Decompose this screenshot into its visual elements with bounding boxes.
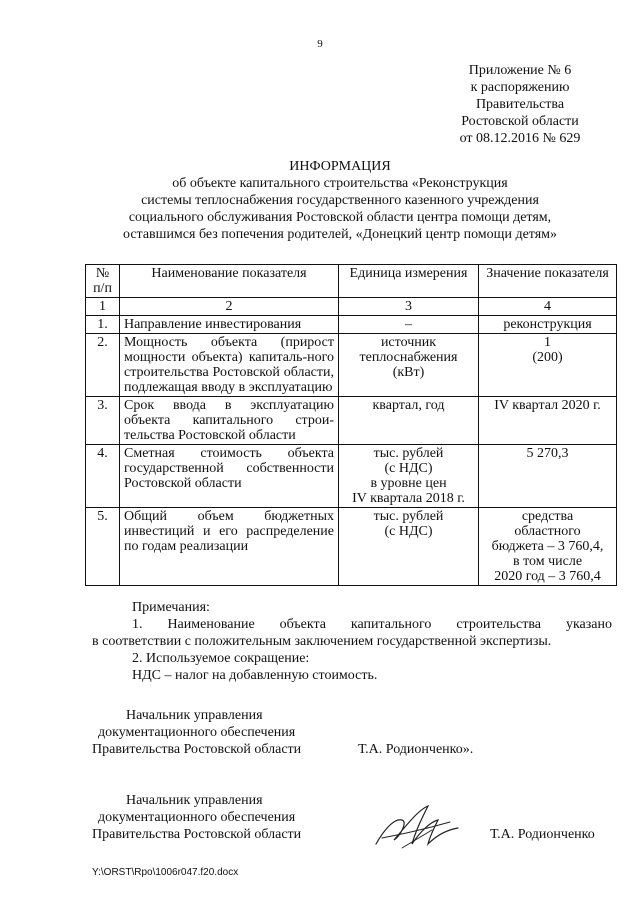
row-number: 3. (86, 397, 120, 445)
appendix-line: Правительства (475, 97, 565, 112)
indicator-value: IV квартал 2020 г. (479, 397, 617, 445)
page-number: 9 (317, 38, 323, 50)
indicator-value: реконструкция (479, 316, 617, 334)
notes-heading: Примечания: (132, 600, 210, 615)
header-unit: Единица измерения (339, 265, 479, 298)
table-row (86, 334, 617, 397)
signature-block-1 (92, 707, 632, 758)
table-row (86, 445, 617, 508)
title-line: об объекте капитального строительства «Реконструкция (172, 176, 508, 191)
table-row (86, 316, 617, 334)
signer-title: Начальник управления (126, 708, 263, 723)
column-number: 4 (479, 298, 617, 316)
row-number: 4. (86, 445, 120, 508)
signer-name: Т.А. Родионченко (490, 827, 595, 842)
abbreviation: НДС – налог на добавленную стоимость. (132, 668, 378, 683)
appendix-line: от 08.12.2016 № 629 (459, 131, 581, 146)
file-path: Y:\ORST\Rpo\1006r047.f20.docx (92, 867, 239, 878)
signer-title: документационного обеспечения (98, 725, 296, 740)
appendix-reference (430, 62, 610, 147)
unit-of-measure: источник теплоснабжения (кВт) (339, 334, 479, 397)
unit-of-measure: тыс. рублей (с НДС) (339, 508, 479, 586)
indicator-value: 1 (200) (479, 334, 617, 397)
info-table (85, 264, 617, 586)
header-num: № п/п (86, 265, 120, 298)
column-number: 3 (339, 298, 479, 316)
note-1-continuation: в соответствии с положительным заключением государственной экспертизы. (92, 634, 552, 649)
title-line: системы теплоснабжения государственного казенного учреждения (141, 193, 539, 208)
notes-section (92, 599, 612, 684)
note-2: 2. Используемое сокращение: (132, 651, 310, 666)
indicator-name: Направление инвестирования (120, 316, 339, 334)
indicator-value: средства областного бюджета – 3 760,4, в том числе 2020 год – 3 760,4 (479, 508, 617, 586)
title-line: оставшимся без попечения родителей, «Донецкий центр помощи детям» (122, 227, 558, 242)
title-heading: ИНФОРМАЦИЯ (289, 159, 391, 174)
signer-title: Начальник управления (126, 793, 263, 808)
unit-of-measure: – (339, 316, 479, 334)
table-header-row (86, 265, 617, 298)
signer-title: Правительства Ростовской области (92, 742, 302, 757)
header-value: Значение показателя (479, 265, 617, 298)
signer-title: Правительства Ростовской области (92, 827, 302, 842)
handwritten-signature (372, 800, 462, 854)
appendix-line: Приложение № 6 (468, 63, 572, 78)
row-number: 1. (86, 316, 120, 334)
signature-block-2 (92, 792, 632, 843)
title-line: социального обслуживания Ростовской области центра помощи детям, (128, 210, 552, 225)
indicator-name: Сметная стоимость объекта государственной собственности Ростовской области (120, 445, 339, 508)
indicator-name: Срок ввода в эксплуатацию объекта капитального строи-тельства Ростовской области (120, 397, 339, 445)
indicator-name: Общий объем бюджетных инвестиций и его распределение по годам реализации (120, 508, 339, 586)
table-row (86, 397, 617, 445)
unit-of-measure: тыс. рублей (с НДС) в уровне цен IV квартала 2018 г. (339, 445, 479, 508)
appendix-line: Ростовской области (461, 114, 579, 129)
indicator-name: Мощность объекта (прирост мощности объекта) капиталь-ного строительства Ростовской области, подлежащая вводу в эксплуатацию (120, 334, 339, 397)
header-name: Наименование показателя (120, 265, 339, 298)
column-number: 1 (86, 298, 120, 316)
column-number-row (86, 298, 617, 316)
column-number: 2 (120, 298, 339, 316)
appendix-line: к распоряжению (470, 80, 570, 95)
document-title (60, 158, 620, 243)
table-row (86, 508, 617, 586)
row-number: 2. (86, 334, 120, 397)
signer-name: Т.А. Родионченко». (358, 742, 474, 757)
note-1: 1. Наименование объекта капитального строительства указано (132, 617, 612, 632)
indicator-value: 5 270,3 (479, 445, 617, 508)
signer-title: документационного обеспечения (98, 810, 296, 825)
row-number: 5. (86, 508, 120, 586)
unit-of-measure: квартал, год (339, 397, 479, 445)
